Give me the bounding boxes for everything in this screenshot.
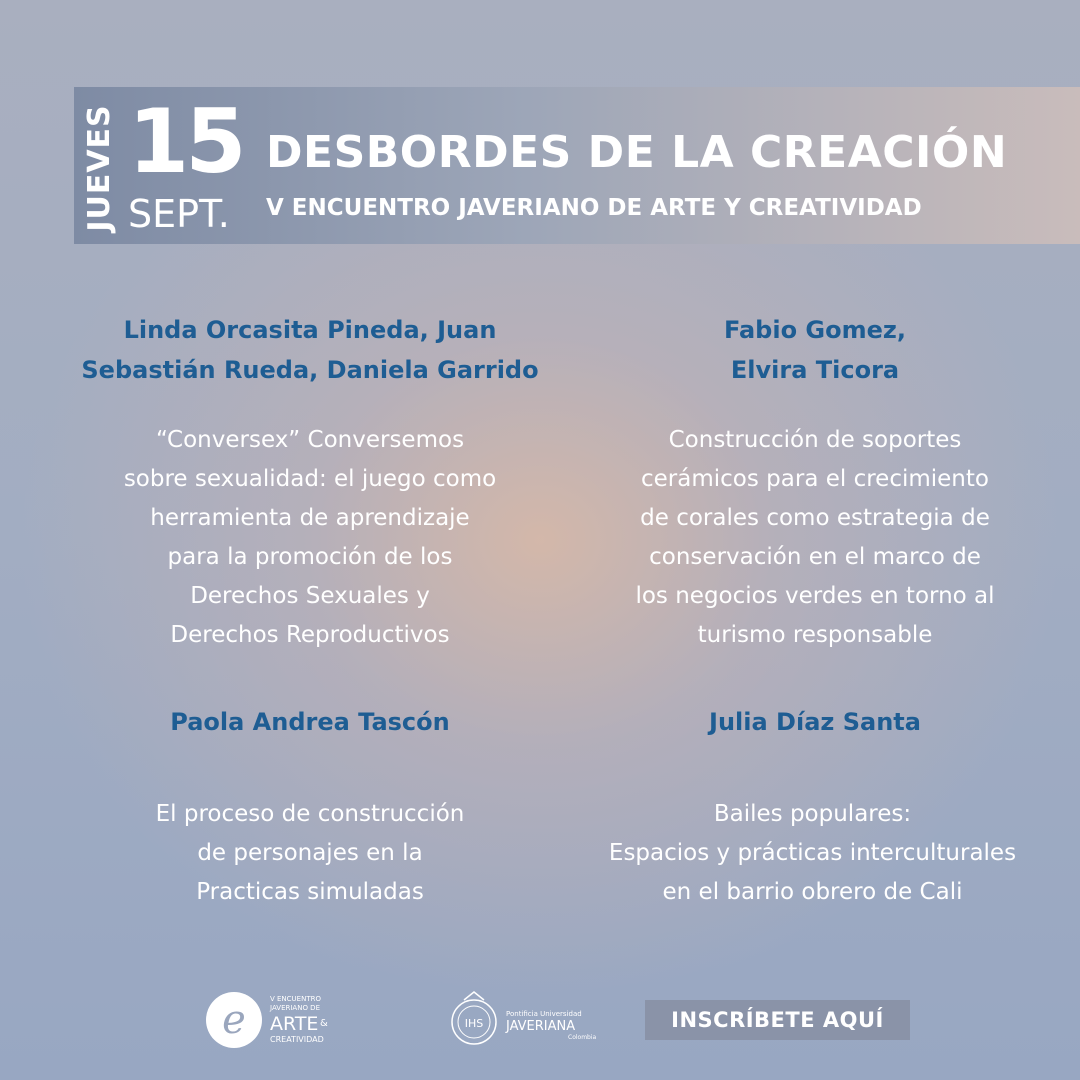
speaker-name: Paola Andrea Tascón: [170, 708, 450, 736]
logo-line1: V ENCUENTRO: [270, 995, 321, 1003]
speaker-name: Linda Orcasita Pineda, Juan Sebastián Rueda, Daniela Garrido: [81, 316, 539, 384]
month-label: SEPT.: [128, 192, 230, 236]
event-logo: [204, 990, 334, 1050]
logo-line4: CREATIVIDAD: [270, 1035, 324, 1044]
university-line3: Colombia: [568, 1034, 597, 1041]
talk-title: “Conversex” Conversemos sobre sexualidad: el juego como herramienta de aprendizaje para la promoción de los Derechos Sexuales y Derechos Reproductivos: [123, 427, 497, 648]
day-number: 15: [128, 90, 243, 193]
talk-title: Construcción de soportes cerámicos para el crecimiento de corales como estrategia de conservación en el marco de los negocios verdes en torno al turismo responsable: [635, 427, 995, 648]
logo-amp: &: [320, 1018, 328, 1029]
talk-title: Bailes populares: Espacios y prácticas interculturales en el barrio obrero de Cali: [608, 801, 1017, 905]
university-line2: JAVERIANA: [506, 1019, 576, 1034]
logo-line2: JAVERIANO DE: [270, 1004, 320, 1012]
talk-title: El proceso de construcción de personajes en la Practicas simuladas: [155, 801, 465, 905]
university-logo: [444, 990, 604, 1050]
day-name: JUEVES: [82, 104, 117, 232]
register-button[interactable]: INSCRÍBETE AQUÍ: [645, 1000, 910, 1040]
seal-letters: IHS: [464, 1017, 484, 1030]
speaker-name: Fabio Gomez, Elvira Ticora: [724, 316, 906, 384]
logo-line3: ARTE: [270, 1013, 319, 1035]
logo-letter: e: [222, 997, 246, 1043]
event-subtitle: V ENCUENTRO JAVERIANO DE ARTE Y CREATIVIDAD: [266, 195, 922, 221]
speaker-name: Julia Díaz Santa: [709, 708, 921, 736]
university-line1: Pontificia Universidad: [506, 1010, 582, 1018]
event-title: DESBORDES DE LA CREACIÓN: [266, 127, 1008, 178]
